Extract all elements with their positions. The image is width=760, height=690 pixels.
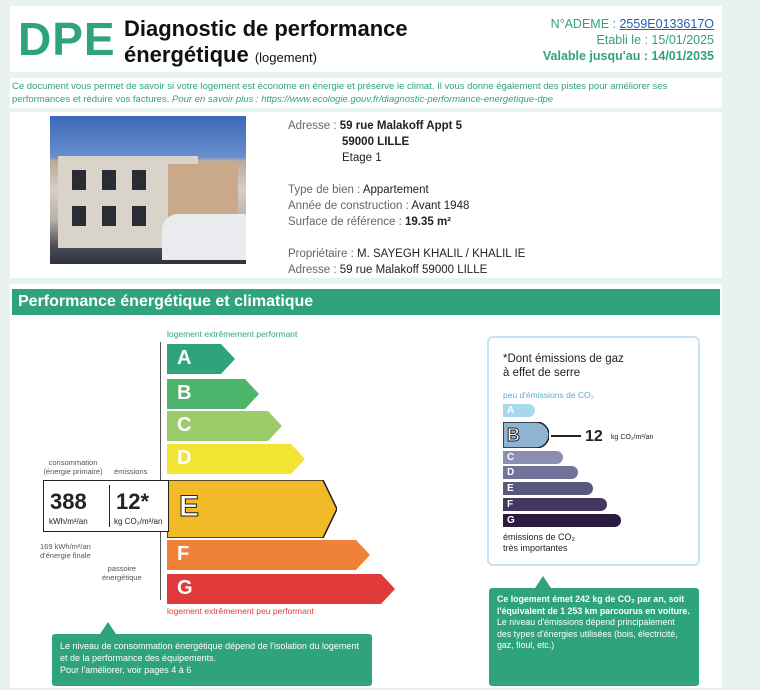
title-line1: Diagnostic de performance bbox=[124, 16, 408, 41]
energy-class-b bbox=[167, 379, 259, 409]
ges-high-label: émissions de CO₂ très importantes bbox=[503, 532, 576, 553]
ges-note-text: Le niveau d'émissions dépend principalement des types d'énergies utilisées (bois, électricité, gaz, fioul, etc.) bbox=[497, 617, 678, 650]
energy-class-letter: D bbox=[177, 447, 192, 469]
header-meta bbox=[543, 16, 714, 64]
intro-text bbox=[10, 78, 722, 108]
etabli-date: Etabli le : 15/01/2025 bbox=[596, 33, 714, 47]
ges-class-letter: E bbox=[507, 483, 514, 494]
ges-class-letter: B bbox=[507, 425, 520, 445]
energy-class-letter: F bbox=[177, 543, 190, 565]
adresse-line3: Etage 1 bbox=[342, 152, 382, 164]
ges-class-f bbox=[503, 498, 607, 511]
performance-title: Performance énergétique et climatique bbox=[12, 289, 720, 315]
intro-link[interactable]: Pour en savoir plus : https://www.ecologie.gouv.fr/diagnostic-performance-energetique-dpe bbox=[172, 94, 554, 105]
ges-class-a bbox=[503, 404, 535, 417]
ges-value: 12 bbox=[585, 428, 603, 445]
adresse-line2: 59000 LILLE bbox=[342, 136, 410, 148]
adresse-line1: 59 rue Malakoff Appt 5 bbox=[339, 120, 463, 132]
ges-low-label: peu d'émissions de CO₂ bbox=[503, 390, 594, 400]
consommation-value: 388 bbox=[50, 489, 87, 514]
scale-line bbox=[160, 342, 161, 600]
building-photo bbox=[50, 116, 246, 264]
title-sub: (logement) bbox=[254, 50, 317, 65]
energy-class-letter: A bbox=[177, 347, 192, 369]
consumption-note-text: Le niveau de consommation énergétique dépend de l'isolation du logement et de la performance des équipements. Pour l'améliorer, voir pages 4 à 6 bbox=[60, 641, 359, 675]
ges-note bbox=[489, 588, 699, 686]
ges-value-unit: kg CO₂/m²/an bbox=[611, 434, 654, 441]
ges-box bbox=[487, 336, 700, 566]
ges-class-letter: A bbox=[507, 405, 515, 416]
ges-class-letter: G bbox=[507, 515, 515, 526]
valable-date: Valable jusqu'au : 14/01/2035 bbox=[542, 49, 714, 63]
ademe-label: N°ADEME : bbox=[550, 17, 620, 31]
ges-pointer-line bbox=[551, 435, 581, 437]
dpe-logo: DPE bbox=[18, 13, 116, 65]
ges-class-letter: D bbox=[507, 467, 515, 478]
property-details bbox=[288, 118, 525, 278]
energy-class-letter: B bbox=[177, 382, 192, 404]
energy-class-letter: E bbox=[179, 490, 200, 523]
title-line2-text: énergétique bbox=[124, 42, 249, 67]
type-value: Appartement bbox=[362, 184, 429, 196]
energy-class-g bbox=[167, 574, 395, 604]
energie-finale-label: 169 kWh/m²/an d'énergie finale bbox=[40, 542, 91, 560]
property-info bbox=[10, 112, 722, 278]
surface-label: Surface de référence : bbox=[288, 216, 405, 228]
ges-class-c bbox=[503, 451, 563, 464]
top-performance-label: logement extrêmement performant bbox=[167, 329, 298, 339]
energy-class-e bbox=[167, 480, 337, 538]
ges-class-letter: F bbox=[507, 499, 514, 510]
passoire-label: passoire énergétique bbox=[102, 564, 142, 582]
consumption-note bbox=[52, 634, 372, 686]
emissions-value: 12* bbox=[116, 489, 150, 514]
energy-class-a bbox=[167, 344, 235, 374]
energy-class-letter: C bbox=[177, 414, 192, 436]
ges-class-b bbox=[503, 422, 549, 448]
emissions-label: émissions bbox=[114, 467, 148, 476]
annee-label: Année de construction : bbox=[288, 200, 412, 212]
energy-class-letter: G bbox=[177, 577, 193, 599]
ges-class-g bbox=[503, 514, 621, 527]
ademe-number-link[interactable]: 2559E0133617O bbox=[619, 17, 714, 31]
ges-title: *Dont émissions de gaz à effet de serre bbox=[503, 353, 624, 379]
energy-class-d bbox=[167, 444, 305, 474]
ges-note-bold: Ce logement émet 242 kg de CO₂ par an, soit l'équivalent de 1 253 km parcourus en voiture. bbox=[497, 594, 690, 616]
proprio-adresse-label: Adresse : bbox=[288, 264, 340, 276]
ges-class-d bbox=[503, 466, 578, 479]
ges-class-e bbox=[503, 482, 593, 495]
consommation-unit: kWh/m²/an bbox=[49, 517, 88, 526]
emissions-unit: kg CO₂/m²/an bbox=[114, 517, 163, 526]
consommation-label: consommation (énergie primaire) bbox=[43, 458, 103, 476]
annee-value: Avant 1948 bbox=[411, 200, 470, 212]
adresse-label: Adresse : bbox=[288, 120, 340, 132]
surface-value: 19.35 m² bbox=[404, 216, 452, 228]
proprio-adresse-value: 59 rue Malakoff 59000 LILLE bbox=[339, 264, 488, 276]
title-line2 bbox=[124, 42, 317, 68]
performance-section bbox=[10, 284, 722, 688]
energy-class-f bbox=[167, 540, 370, 570]
header bbox=[10, 6, 722, 72]
energy-class-c bbox=[167, 411, 282, 441]
bottom-performance-label: logement extrêmement peu performant bbox=[167, 606, 314, 616]
intro-body: Ce document vous permet de savoir si votre logement est économe en énergie et préserve le climat. Il vous donne également des pistes pour améliorer ses performances et réduire vos factures. bbox=[12, 81, 668, 105]
proprietaire-label: Propriétaire : bbox=[288, 248, 358, 260]
type-label: Type de bien : bbox=[288, 184, 363, 196]
consumption-box bbox=[43, 480, 169, 532]
ges-class-letter: C bbox=[507, 452, 515, 463]
proprietaire-value: M. SAYEGH KHALIL / KHALIL IE bbox=[357, 248, 526, 260]
ademe-row bbox=[543, 16, 714, 32]
